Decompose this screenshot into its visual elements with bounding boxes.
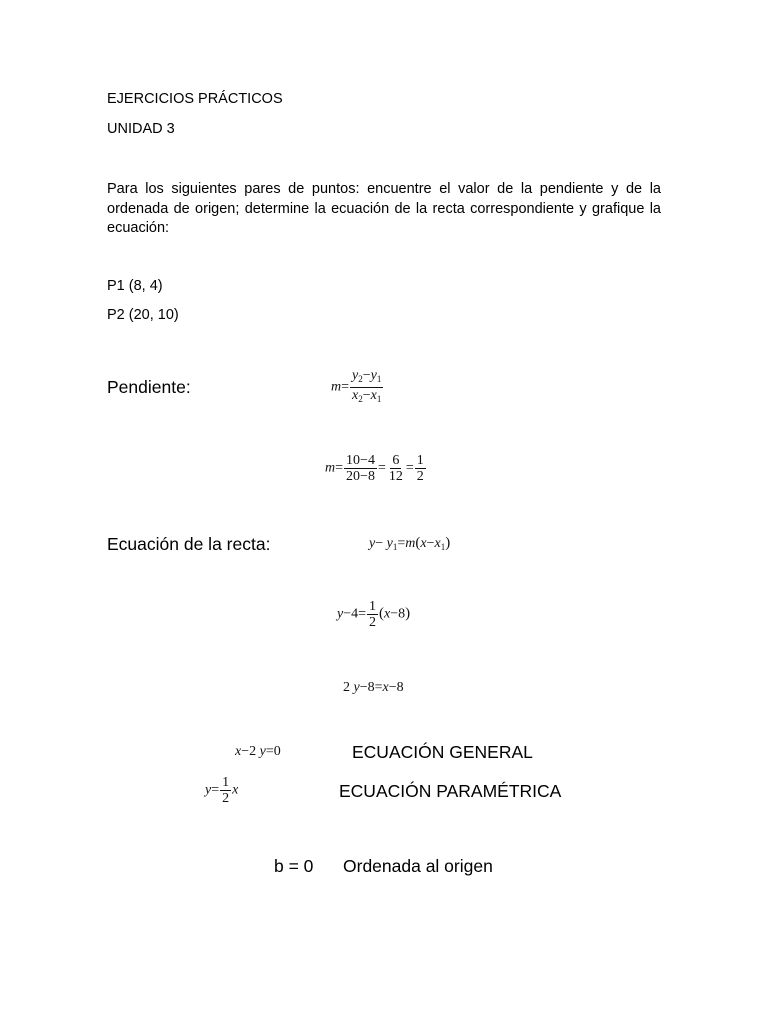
substituted-equation — [337, 599, 410, 630]
math-token: x — [235, 744, 242, 759]
math-token: y — [337, 606, 344, 622]
math-token: y — [370, 368, 377, 383]
formula-symbol: = — [341, 379, 350, 395]
math-token: 10 — [346, 453, 361, 468]
math-token: 2 — [249, 744, 257, 759]
math-token: = — [335, 460, 344, 476]
math-token: 2 — [358, 374, 363, 384]
math-token: = — [374, 680, 383, 695]
math-token: 8 — [396, 680, 404, 695]
math-token: 12 — [388, 469, 403, 484]
math-token: = — [358, 606, 367, 622]
fraction — [415, 453, 426, 484]
math-token: 4 — [367, 453, 375, 468]
math-token — [344, 453, 377, 469]
instructions-paragraph: Para los siguientes pares de puntos: encuentre el valor de la pendiente y de la ordenada de origen; determine la ecuación de la recta correspondiente y grafique la ecuación: — [107, 181, 661, 236]
math-token — [350, 388, 383, 407]
math-token: ( — [415, 535, 421, 551]
math-token: 1 — [440, 542, 446, 552]
math-token: = — [397, 536, 406, 551]
cleared-equation — [343, 680, 404, 696]
point-slope-formula — [369, 535, 450, 552]
math-token: − — [388, 680, 397, 695]
intercept-label: Ordenada al origen — [343, 856, 493, 876]
fraction — [344, 453, 377, 484]
math-token: 4 — [351, 606, 359, 622]
math-token — [350, 368, 383, 388]
math-token: 1 — [369, 599, 377, 614]
math-token: 2 — [416, 469, 424, 484]
math-token: x — [232, 782, 239, 798]
fraction — [367, 599, 378, 630]
math-token: y — [352, 368, 359, 383]
math-token: − — [360, 453, 368, 468]
math-token: 2 — [369, 615, 377, 630]
point-p1: P1 (8, 4) — [107, 278, 163, 294]
math-token: 0 — [273, 744, 281, 759]
unit-label: UNIDAD 3 — [107, 121, 175, 137]
slope-formula — [331, 368, 384, 407]
math-token — [344, 469, 377, 484]
slope-label: Pendiente: — [107, 377, 191, 397]
math-token: m — [325, 460, 336, 476]
math-token: y — [205, 782, 212, 798]
math-token: 2 — [343, 680, 350, 695]
math-token: = — [405, 460, 414, 476]
math-token: ) — [445, 535, 451, 551]
math-token: x — [434, 536, 441, 551]
math-token: = — [211, 782, 220, 798]
math-token: − — [362, 368, 371, 383]
math-token: m — [405, 536, 416, 551]
point-p2: P2 (20, 10) — [107, 307, 179, 323]
page-title: EJERCICIOS PRÁCTICOS — [107, 91, 283, 107]
math-token: − — [390, 606, 399, 622]
math-token: − — [375, 536, 384, 551]
math-token: − — [426, 536, 435, 551]
math-token: 1 — [376, 394, 382, 404]
math-token: x — [384, 606, 391, 622]
math-token: − — [362, 388, 371, 403]
math-token: 1 — [392, 542, 398, 552]
math-token: ( — [379, 605, 385, 622]
math-token: − — [241, 744, 250, 759]
math-token: 20 — [346, 469, 361, 484]
parametric-equation-label: ECUACIÓN PARAMÉTRICA — [339, 781, 562, 801]
math-token: 8 — [398, 606, 406, 622]
math-token: ) — [405, 605, 411, 622]
math-token: y — [259, 744, 266, 759]
intercept-value: b = 0 — [274, 856, 314, 876]
math-token: x — [382, 680, 389, 695]
math-token: = — [377, 460, 386, 476]
fraction — [220, 775, 231, 806]
math-token: 2 — [222, 791, 230, 806]
math-token: 6 — [392, 453, 400, 468]
math-token: y — [369, 536, 376, 551]
math-token: − — [343, 606, 352, 622]
fraction — [350, 368, 383, 407]
fraction — [387, 453, 405, 484]
math-token: x — [352, 388, 359, 403]
math-token: 8 — [367, 469, 375, 484]
line-equation-label: Ecuación de la recta: — [107, 534, 271, 554]
math-token: 8 — [367, 680, 375, 695]
math-token: 1 — [376, 374, 382, 384]
math-token: 1 — [222, 775, 230, 790]
math-token: y — [386, 536, 393, 551]
math-token: − — [359, 680, 368, 695]
math-token: = — [265, 744, 274, 759]
slope-computation — [325, 453, 427, 484]
math-token: x — [370, 388, 377, 403]
math-token: x — [420, 536, 427, 551]
parametric-equation — [205, 775, 238, 806]
general-equation-label: ECUACIÓN GENERAL — [352, 742, 533, 762]
math-token: 1 — [416, 453, 424, 468]
math-token: − — [360, 469, 368, 484]
math-token: y — [353, 680, 360, 695]
math-token: 2 — [358, 394, 363, 404]
formula-symbol: m — [331, 379, 342, 395]
general-equation — [235, 744, 281, 760]
